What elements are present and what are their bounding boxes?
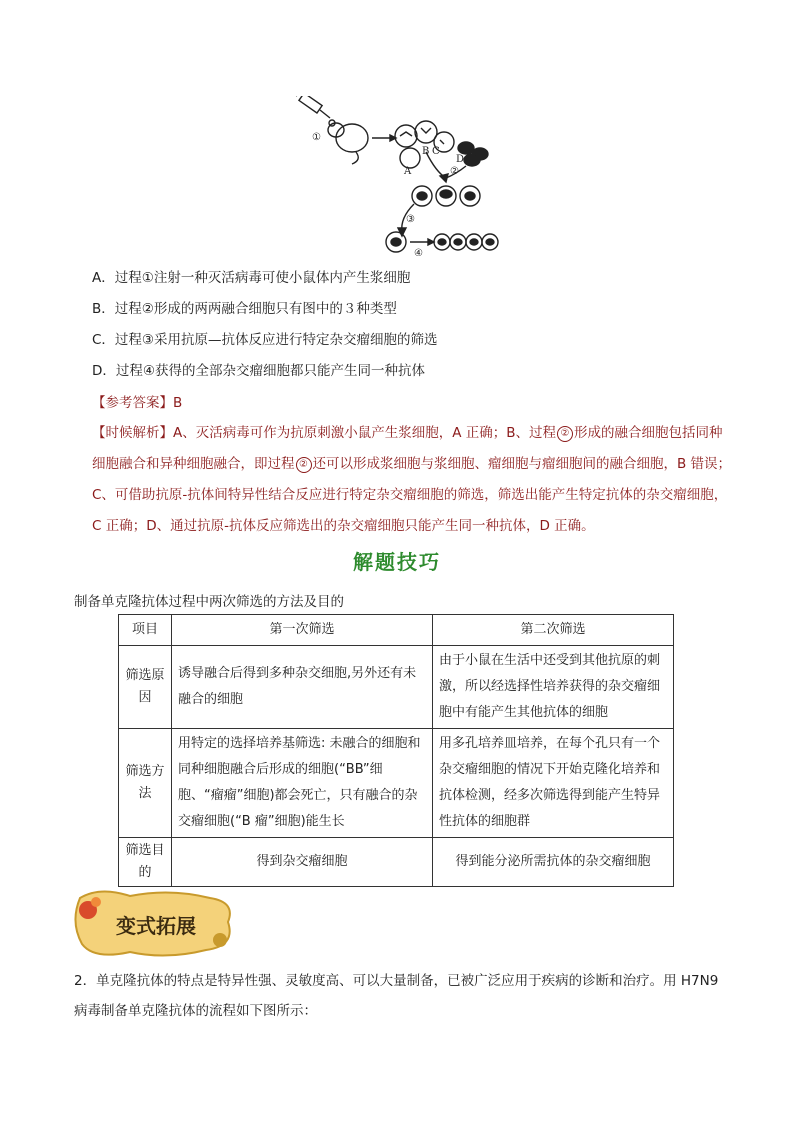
hybridoma-cells xyxy=(386,232,498,252)
table-row xyxy=(119,729,674,838)
option-c: C．过程③采用抗原—抗体反应进行特定杂交瘤细胞的筛选 xyxy=(92,332,438,348)
table-header: 第一次筛选 xyxy=(172,615,433,646)
table-cell: 用多孔培养皿培养，在每个孔只有一个杂交瘤细胞的情况下开始克隆化培养和抗体检测，经多次筛选得到能产生特异性抗体的细胞群 xyxy=(433,729,674,838)
explanation-circled-2b: ② xyxy=(296,457,312,473)
diagram-label-step2: ② xyxy=(450,166,459,177)
badge-text: 变式拓展 xyxy=(116,914,196,938)
explanation-circled-2a: ② xyxy=(557,426,573,442)
monoclonal-antibody-process-diagram xyxy=(290,96,510,256)
answer-value: B xyxy=(173,395,183,411)
diagram-label-d: D xyxy=(456,154,465,165)
table-row xyxy=(119,646,674,729)
mouse-icon xyxy=(328,120,368,164)
table-header: 第二次筛选 xyxy=(433,615,674,646)
answer-label: 【参考答案】 xyxy=(92,395,173,411)
spleen-cell-cluster xyxy=(395,121,454,168)
explanation-text-1: A、灭活病毒可作为抗原刺激小鼠产生浆细胞，A 正确；B、过程 xyxy=(173,425,557,441)
diagram-label-step3: ③ xyxy=(406,214,415,225)
table-row xyxy=(119,838,674,887)
table-cell: 用特定的选择培养基筛选: 未融合的细胞和同种细胞融合后形成的细胞(“BB”细胞、“瘤瘤”细胞)都会死亡，只有融合的杂交瘤细胞(“B 瘤”细胞)能生长 xyxy=(172,729,433,838)
option-a: A．过程①注射一种灭活病毒可使小鼠体内产生浆细胞 xyxy=(92,270,411,286)
section-title: 解题技巧 xyxy=(353,550,441,574)
table-header-row xyxy=(119,615,674,646)
diagram-label-c: C xyxy=(432,146,440,157)
table-cell: 得到杂交瘤细胞 xyxy=(172,838,433,887)
variant-extension-badge xyxy=(70,888,238,958)
table-cell: 诱导融合后得到多种杂交细胞,另外还有未融合的细胞 xyxy=(172,646,433,729)
reference-answer xyxy=(92,393,182,413)
row-label: 筛选原因 xyxy=(119,646,172,729)
explanation xyxy=(92,418,732,542)
table-header: 项目 xyxy=(119,615,172,646)
option-d: D．过程④获得的全部杂交瘤细胞都只能产生同一种抗体 xyxy=(92,363,425,379)
diagram-label-step4: ④ xyxy=(414,248,423,256)
table-intro: 制备单克隆抗体过程中两次筛选的方法及目的 xyxy=(74,594,344,610)
syringe-icon xyxy=(296,96,330,118)
explanation-text-2: 形成的融合细胞包括同种细胞融合和异种细胞融合，即过程 xyxy=(92,425,723,472)
table-cell: 由于小鼠在生活中还受到其他抗原的刺激，所以经选择性培养获得的杂交瘤细胞中有能产生其他抗体的细胞 xyxy=(433,646,674,729)
diagram-label-b: B xyxy=(422,146,430,157)
diagram-label-step1: ① xyxy=(312,132,321,143)
row-label: 筛选目的 xyxy=(119,838,172,887)
explanation-text-3: 还可以形成浆细胞与浆细胞、瘤细胞与瘤细胞间的融合细胞，B 错误；C、可借助抗原-抗体间特异性结合反应进行特定杂交瘤细胞的筛选，筛选出能产生特定抗体的杂交瘤细胞，C 正确；D、通过抗原-抗体反应筛选出的杂交瘤细胞只能产生同一种抗体，D 正确。 xyxy=(92,456,732,534)
question-2: 2．单克隆抗体的特点是特异性强、灵敏度高、可以大量制备，已被广泛应用于疾病的诊断和治疗。用 H7N9 病毒制备单克隆抗体的流程如下图所示： xyxy=(74,973,719,1019)
fused-cells xyxy=(412,186,480,206)
table-cell: 得到能分泌所需抗体的杂交瘤细胞 xyxy=(433,838,674,887)
explanation-label: 【时候解析】 xyxy=(92,425,173,441)
diagram-label-a: A xyxy=(404,166,412,177)
option-b: B．过程②形成的两两融合细胞只有图中的３种类型 xyxy=(92,301,397,317)
row-label: 筛选方法 xyxy=(119,729,172,838)
screening-table xyxy=(118,614,674,887)
